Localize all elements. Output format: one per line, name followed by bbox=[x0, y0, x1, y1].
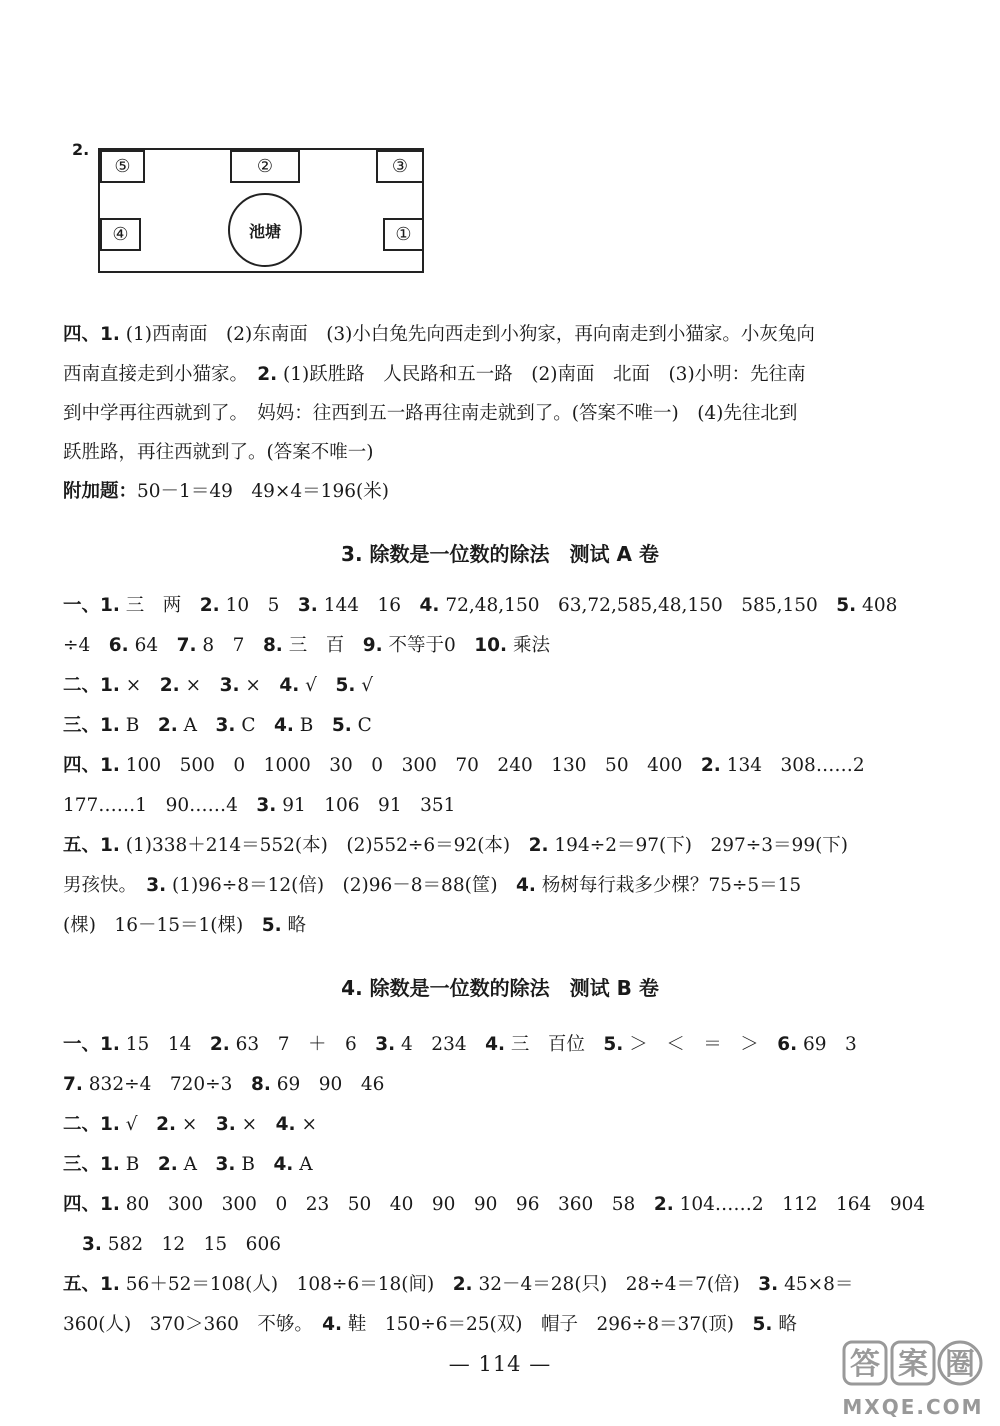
text-line: 二、1. × 2. × 3. × 4. √ 5. √ bbox=[63, 675, 374, 696]
map-cell-1: ① bbox=[383, 218, 424, 251]
text-line: 一、1. 三 两 2. 10 5 3. 144 16 4. 72,48,150 63,72,585,48,150 585,150 5. 408 bbox=[63, 595, 898, 616]
text-line: 一、1. 15 14 2. 63 7 ＋ 6 3. 4 234 4. 三 百位 5. ＞ ＜ ＝ ＞ 6. 69 3 bbox=[63, 1034, 857, 1055]
text-line: 四、1. 80 300 300 0 23 50 40 90 90 96 360 58 2. 104……2 112 164 904 bbox=[63, 1194, 926, 1215]
text-line: 三、1. B 2. A 3. B 4. A bbox=[63, 1154, 313, 1175]
map-cell-4: ④ bbox=[100, 218, 141, 251]
text-line: (棵) 16－15＝1(棵) 5. 略 bbox=[63, 915, 307, 936]
map-diagram bbox=[98, 148, 424, 273]
text-line: 7. 832÷4 720÷3 8. 69 90 46 bbox=[63, 1074, 385, 1095]
watermark-logo bbox=[838, 1336, 988, 1420]
watermark-char-2: 案 bbox=[898, 1347, 928, 1382]
text-line: 附加题：50－1＝49 49×4＝196(米) bbox=[63, 481, 389, 502]
text-line: 二、1. √ 2. × 3. × 4. × bbox=[63, 1114, 317, 1135]
text-line: 3. 582 12 15 606 bbox=[82, 1234, 281, 1255]
section-heading-b: 4. 除数是一位数的除法 测试 B 卷 bbox=[341, 976, 659, 1000]
watermark-char-1: 答 bbox=[850, 1347, 880, 1382]
map-cell-2: ② bbox=[230, 150, 300, 183]
text-line: 177……1 90……4 3. 91 106 91 351 bbox=[63, 795, 456, 816]
watermark-url: MXQE.COM bbox=[842, 1395, 984, 1419]
map-cell-5: ⑤ bbox=[100, 150, 145, 183]
text-line: 三、1. B 2. A 3. C 4. B 5. C bbox=[63, 715, 372, 736]
text-line: 西南直接走到小猫家。 2. (1)跃胜路 人民路和五一路 (2)南面 北面 (3)小明：先往南 bbox=[63, 364, 806, 385]
page-number: — 114 — bbox=[448, 1352, 552, 1376]
text-line: 男孩快。 3. (1)96÷8＝12(倍) (2)96－8＝88(筐) 4. 杨树每行栽多少棵？75÷5＝15 bbox=[63, 875, 802, 896]
text-line: 五、1. (1)338＋214＝552(本) (2)552÷6＝92(本) 2. 194÷2＝97(下) 297÷3＝99(下) bbox=[63, 835, 849, 856]
section-heading-a: 3. 除数是一位数的除法 测试 A 卷 bbox=[341, 542, 659, 566]
map-cell-3: ③ bbox=[376, 150, 424, 183]
text-line: 到中学再往西就到了。 妈妈：往西到五一路再往南走就到了。(答案不唯一) (4)先往北到 bbox=[63, 403, 798, 424]
pond: 池塘 bbox=[228, 193, 302, 267]
text-line: ÷4 6. 64 7. 8 7 8. 三 百 9. 不等于0 10. 乘法 bbox=[63, 635, 550, 656]
watermark-char-3: 圈 bbox=[945, 1347, 975, 1382]
text-line: 四、1. (1)西南面 (2)东南面 (3)小白兔先向西走到小狗家，再向南走到小猫家。小灰兔向 bbox=[63, 324, 815, 345]
text-line: 跃胜路，再往西就到了。(答案不唯一) bbox=[63, 442, 374, 463]
text-line: 360(人) 370＞360 不够。 4. 鞋 150÷6＝25(双) 帽子 296÷8＝37(顶) 5. 略 bbox=[63, 1314, 797, 1335]
text-line: 五、1. 56＋52＝108(人) 108÷6＝18(间) 2. 32－4＝28(只) 28÷4＝7(倍) 3. 45×8＝ bbox=[63, 1274, 854, 1295]
text-line: 四、1. 100 500 0 1000 30 0 300 70 240 130 50 400 2. 134 308……2 bbox=[63, 755, 865, 776]
question-number-2: 2. bbox=[72, 140, 90, 159]
